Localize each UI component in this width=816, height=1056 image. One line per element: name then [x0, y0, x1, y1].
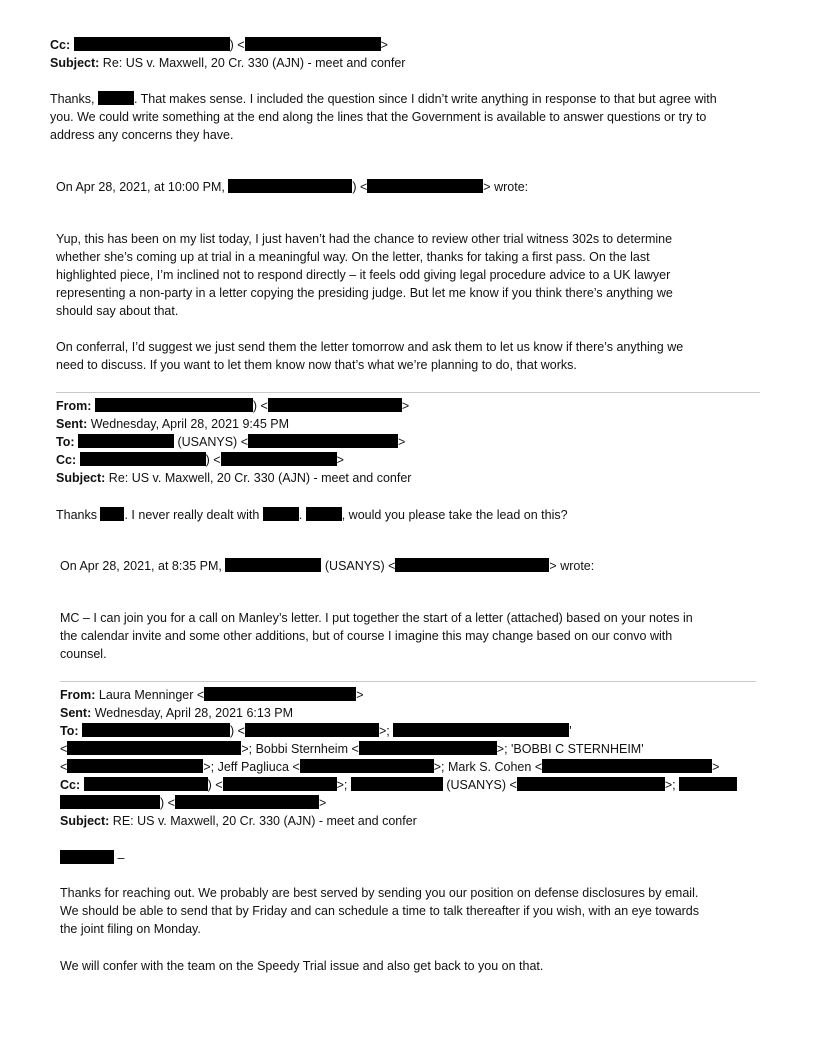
cc-label: Cc: [50, 38, 71, 52]
redaction [517, 777, 665, 791]
subject-line [50, 54, 405, 72]
redaction [248, 434, 398, 448]
redaction [100, 507, 124, 521]
org-text: (USANYS) [324, 559, 385, 573]
recipient-name: ; Bobbi Sternheim [248, 742, 348, 756]
sent-value: Wednesday, April 28, 2021 6:13 PM [94, 706, 294, 720]
subject-label: Subject: [60, 814, 110, 828]
divider [60, 681, 756, 682]
sent-label: Sent: [56, 417, 88, 431]
redaction [393, 723, 569, 737]
body-line: you. We could write something at the end along the lines that the Government is available to answer questions or try to [50, 110, 707, 124]
redaction [542, 759, 712, 773]
subject-line [60, 812, 417, 830]
subject-text: Re: US v. Maxwell, 20 Cr. 330 (AJN) - meet and confer [102, 56, 406, 70]
redaction [223, 777, 337, 791]
from-name: Laura Menninger [98, 688, 194, 702]
body-text: . [298, 508, 303, 522]
body-line: the joint filing on Monday. [60, 922, 201, 936]
attribution-text: On Apr 28, 2021, at 10:00 PM, [56, 180, 225, 194]
sent-value: Wednesday, April 28, 2021 9:45 PM [90, 417, 290, 431]
body-text: . I never really dealt with [124, 508, 260, 522]
body-line: need to discuss. If you want to let them know now that’s what we’re planning to do, that works. [56, 358, 577, 372]
recipient-name: ; 'BOBBI C STERNHEIM' [504, 742, 644, 756]
to-line-continued: < >; Jeff Pagliuca < >; Mark S. Cohen < > [60, 760, 720, 774]
salutation-line [60, 849, 124, 867]
redaction [263, 507, 299, 521]
body-line: should say about that. [56, 304, 179, 318]
redaction [351, 777, 443, 791]
redaction [679, 777, 737, 791]
to-line-continued: < >; Bobbi Sternheim < >; 'BOBBI C STERNHEIM' [60, 742, 644, 756]
cc-line: Cc: ) < >; (USANYS) < >; [60, 776, 737, 794]
redaction [245, 723, 379, 737]
body-line: MC – I can join you for a call on Manley’s letter. I put together the start of a letter (attached) based on your notes in [60, 611, 693, 625]
redaction [306, 507, 342, 521]
redaction [395, 558, 549, 572]
body-line [56, 506, 568, 524]
to-line: To: (USANYS) < > [56, 435, 406, 449]
to-label: To: [56, 435, 75, 449]
redaction [67, 741, 241, 755]
body-text: Thanks [56, 508, 97, 522]
redaction [221, 452, 337, 466]
org-text: (USANYS) [446, 778, 507, 792]
redaction [268, 398, 402, 412]
redaction [367, 179, 483, 193]
subject-text: Re: US v. Maxwell, 20 Cr. 330 (AJN) - meet and confer [108, 471, 412, 485]
body-line: whether she’s coming up at trial in a meaningful way. On the letter, thanks for taking a first pass. On the last [56, 250, 650, 264]
body-text: . That makes sense. I included the question since I didn’t write anything in response to that but agree with [133, 92, 717, 106]
subject-label: Subject: [56, 471, 106, 485]
redaction [78, 434, 174, 448]
quote-attribution: On Apr 28, 2021, at 8:35 PM, (USANYS) < > wrote: [60, 559, 595, 573]
body-line: the calendar invite and some other additions, but of course I imagine this may change based on our convo with [60, 629, 673, 643]
body-line: We should be able to send that by Friday and can schedule a time to talk thereafter if you wish, with an eye towards [60, 904, 700, 918]
redaction [300, 759, 434, 773]
wrote-text: wrote: [560, 559, 595, 573]
redaction [80, 452, 206, 466]
redaction [60, 850, 114, 864]
redaction [84, 777, 208, 791]
body-line: Yup, this has been on my list today, I just haven’t had the chance to review other trial witness 302s to determine [56, 232, 673, 246]
redaction [245, 37, 381, 51]
body-line: We will confer with the team on the Speedy Trial issue and also get back to you on that. [60, 959, 544, 973]
redaction [74, 37, 230, 51]
subject-line [56, 469, 411, 487]
to-line: To: ) < >; ' [60, 724, 572, 738]
redaction [225, 558, 321, 572]
sent-label: Sent: [60, 706, 92, 720]
subject-label: Subject: [50, 56, 100, 70]
recipient-name: ; Mark S. Cohen [441, 760, 532, 774]
cc-line-continued: ) < > [60, 794, 326, 812]
attribution-text: On Apr 28, 2021, at 8:35 PM, [60, 559, 222, 573]
body-line: highlighted piece, I’m inclined not to respond directly – it feels odd giving legal procedure advice to a UK lawyer [56, 268, 671, 282]
from-line: From: ) < > [56, 399, 410, 413]
redaction [228, 179, 352, 193]
body-line: Thanks for reaching out. We probably are best served by sending you our position on defense disclosures by email. [60, 886, 699, 900]
cc-line: Cc: ) < > [50, 38, 388, 52]
divider [56, 392, 760, 393]
body-text: Thanks, [50, 92, 95, 106]
sent-line [60, 704, 293, 722]
redaction [95, 398, 253, 412]
redaction [98, 91, 134, 105]
quote-attribution: On Apr 28, 2021, at 10:00 PM, ) < > wrote: [56, 180, 529, 194]
redaction [175, 795, 319, 809]
body-line: counsel. [60, 647, 107, 661]
body-text: , would you please take the lead on this? [341, 508, 568, 522]
wrote-text: wrote: [494, 180, 529, 194]
redaction [359, 741, 497, 755]
redaction [67, 759, 203, 773]
from-line: From: Laura Menninger < > [60, 688, 364, 702]
recipient-name: ; Jeff Pagliuca [210, 760, 289, 774]
cc-line: Cc: ) < > [56, 453, 344, 467]
body-line: On conferral, I’d suggest we just send them the letter tomorrow and ask them to let us know if there’s anything we [56, 340, 684, 354]
org-text: (USANYS) [177, 435, 238, 449]
redaction [204, 687, 356, 701]
dash-text: – [117, 851, 125, 865]
cc-label: Cc: [56, 453, 77, 467]
body-line: representing a non-party in a letter copying the presiding judge. But let me know if you think there’s anything we [56, 286, 673, 300]
body-line: address any concerns they have. [50, 128, 234, 142]
subject-text: RE: US v. Maxwell, 20 Cr. 330 (AJN) - meet and confer [112, 814, 417, 828]
redaction [82, 723, 230, 737]
body-line [50, 90, 717, 108]
from-label: From: [60, 688, 96, 702]
cc-label: Cc: [60, 778, 81, 792]
sent-line [56, 415, 289, 433]
redaction [60, 795, 160, 809]
from-label: From: [56, 399, 92, 413]
to-label: To: [60, 724, 79, 738]
